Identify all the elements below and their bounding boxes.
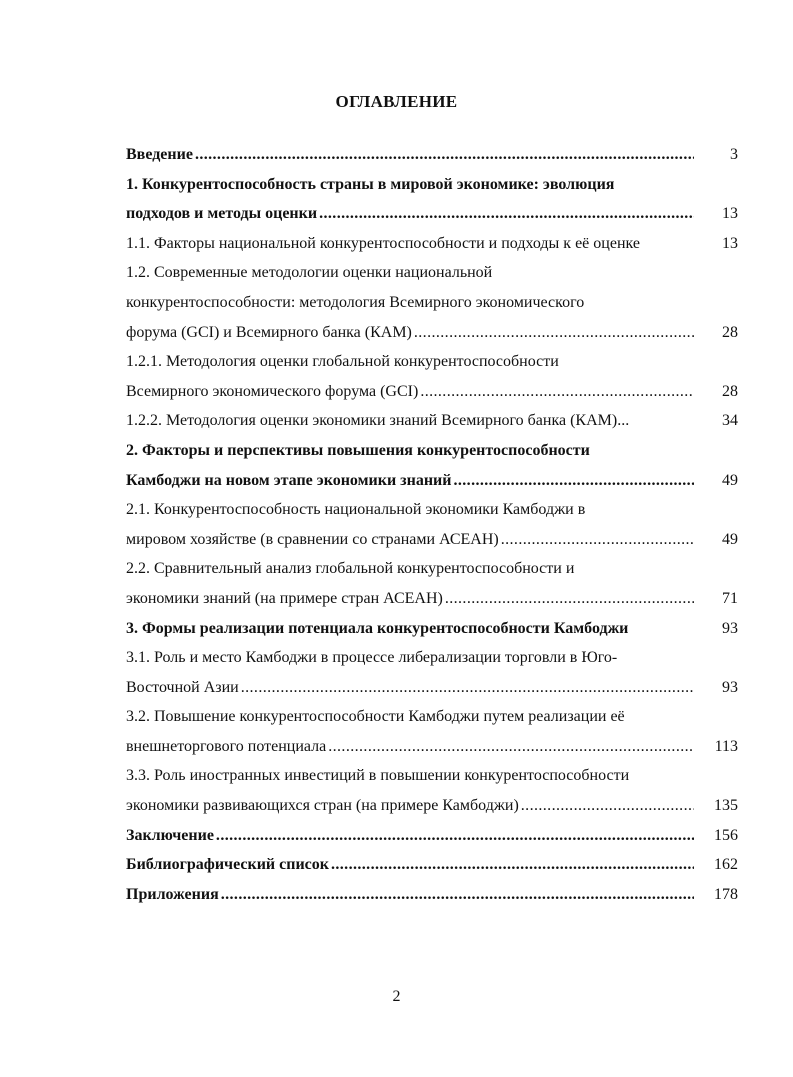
page-number: 2: [392, 988, 401, 1005]
toc-entry-title: Восточной Азии: [126, 673, 241, 703]
toc-line: [126, 614, 740, 644]
toc-entry[interactable]: [126, 140, 740, 170]
toc-entry[interactable]: [126, 614, 740, 644]
toc-entry-title: 3. Формы реализации потенциала конкурентоспособности Камбоджи: [126, 614, 630, 644]
toc-line: [126, 377, 740, 407]
toc-entry-title: мировом хозяйстве (в сравнении со странами АСЕАН): [126, 525, 501, 555]
toc-page-number: 13: [722, 205, 738, 223]
toc-line: [126, 318, 740, 348]
toc-entry[interactable]: [126, 821, 740, 851]
toc-line: [126, 347, 740, 377]
toc-entry-title: экономики знаний (на примере стран АСЕАН): [126, 584, 445, 614]
toc-line: [126, 170, 740, 200]
toc-line: [126, 584, 740, 614]
toc-page-number: 3: [730, 146, 738, 163]
toc-entry[interactable]: [126, 436, 740, 495]
toc-line: [126, 791, 740, 821]
leader-dots: [319, 199, 694, 229]
toc-line: [126, 466, 740, 496]
leader-dots: [501, 525, 694, 555]
toc-entry-title: форума (GCI) и Всемирного банка (КАМ): [126, 318, 414, 348]
toc-page-number: 135: [714, 797, 738, 815]
toc-page-number: 178: [714, 885, 738, 903]
toc-line: [126, 732, 740, 762]
toc-entry[interactable]: [126, 554, 740, 613]
page-title: ОГЛАВЛЕНИЕ: [335, 92, 458, 111]
toc-line: [126, 199, 740, 229]
toc-entry-title: Приложения: [126, 880, 221, 910]
toc-line: [126, 554, 740, 584]
toc-entry-title: Камбоджи на новом этапе экономики знаний: [126, 466, 453, 496]
toc-page-number: 49: [722, 471, 738, 489]
toc-entry[interactable]: [126, 850, 740, 880]
toc-entry[interactable]: [126, 495, 740, 554]
toc-line: [126, 643, 740, 673]
toc-entry[interactable]: [126, 347, 740, 406]
toc-page-number: 49: [722, 530, 738, 548]
toc-entry-title: внешнеторгового потенциала: [126, 732, 328, 762]
toc-line: [126, 525, 740, 555]
toc-entry[interactable]: [126, 406, 740, 436]
toc-line: [126, 140, 740, 170]
toc-entry-title: 1.2.2. Методология оценки экономики знаний Всемирного банка (КАМ)...: [126, 406, 631, 436]
toc-line: [126, 258, 740, 288]
toc-line: [126, 880, 740, 910]
toc-entry-title: 1.2. Современные методологии оценки национальной: [126, 264, 493, 282]
leader-dots: [195, 140, 694, 170]
leader-dots: [331, 850, 694, 880]
leader-dots: [221, 880, 694, 910]
toc-entry-title: 1.2.1. Методология оценки глобальной конкурентоспособности: [126, 353, 559, 371]
toc-line: [126, 673, 740, 703]
leader-dots: [216, 821, 694, 851]
toc-line: [126, 821, 740, 851]
toc-line: [126, 761, 740, 791]
table-of-contents: [126, 140, 740, 909]
toc-page-number: 34: [722, 412, 738, 430]
leader-dots: [521, 791, 694, 821]
leader-dots: [445, 584, 694, 614]
toc-entry[interactable]: [126, 702, 740, 761]
toc-page-number: 156: [714, 826, 738, 844]
leader-dots: [453, 466, 694, 496]
toc-line: [126, 850, 740, 880]
toc-line: [126, 406, 740, 436]
toc-page-number: 28: [722, 382, 738, 400]
toc-entry-title: Введение: [126, 140, 195, 170]
toc-line: [126, 702, 740, 732]
toc-entry-title: Всемирного экономического форума (GCI): [126, 377, 420, 407]
toc-line: [126, 495, 740, 525]
toc-entry-title: конкурентоспособности: методология Всемирного экономического: [126, 293, 585, 311]
toc-entry-title: подходов и методы оценки: [126, 199, 319, 229]
toc-line: [126, 288, 740, 318]
toc-line: [126, 436, 740, 466]
toc-entry-title: Заключение: [126, 821, 216, 851]
toc-entry-title: 3.2. Повышение конкурентоспособности Камбоджи путем реализации её: [126, 708, 625, 726]
toc-page-number: 113: [714, 737, 738, 755]
toc-entry[interactable]: [126, 170, 740, 229]
toc-entry-title: 2.2. Сравнительный анализ глобальной конкурентоспособности и: [126, 560, 575, 578]
toc-entry-title: Библиографический список: [126, 850, 331, 880]
toc-entry-title: 2. Факторы и перспективы повышения конкурентоспособности: [126, 441, 590, 459]
toc-page-number: 162: [714, 856, 738, 874]
toc-entry-title: 3.3. Роль иностранных инвестиций в повышении конкурентоспособности: [126, 767, 630, 785]
leader-dots: [241, 673, 694, 703]
toc-entry[interactable]: [126, 229, 740, 259]
toc-entry-title: экономики развивающихся стран (на примере Камбоджи): [126, 791, 521, 821]
leader-dots: [414, 318, 694, 348]
toc-page-number: 93: [722, 678, 738, 696]
toc-line: [126, 229, 740, 259]
leader-dots: [420, 377, 694, 407]
toc-entry-title: 3.1. Роль и место Камбоджи в процессе либерализации торговли в Юго-: [126, 649, 618, 667]
toc-entry[interactable]: [126, 880, 740, 910]
toc-entry-title: 1. Конкурентоспособность страны в мировой экономике: эволюция: [126, 175, 615, 193]
leader-dots: [328, 732, 694, 762]
toc-page-number: 71: [722, 589, 738, 607]
toc-entry[interactable]: [126, 258, 740, 347]
toc-entry-title: 1.1. Факторы национальной конкурентоспособности и подходы к её оценке: [126, 229, 642, 259]
toc-page-number: 28: [722, 323, 738, 341]
toc-entry-title: 2.1. Конкурентоспособность национальной экономики Камбоджи в: [126, 501, 586, 519]
toc-page-number: 13: [722, 234, 738, 252]
toc-page-number: 93: [722, 619, 738, 637]
toc-entry[interactable]: [126, 761, 740, 820]
toc-entry[interactable]: [126, 643, 740, 702]
